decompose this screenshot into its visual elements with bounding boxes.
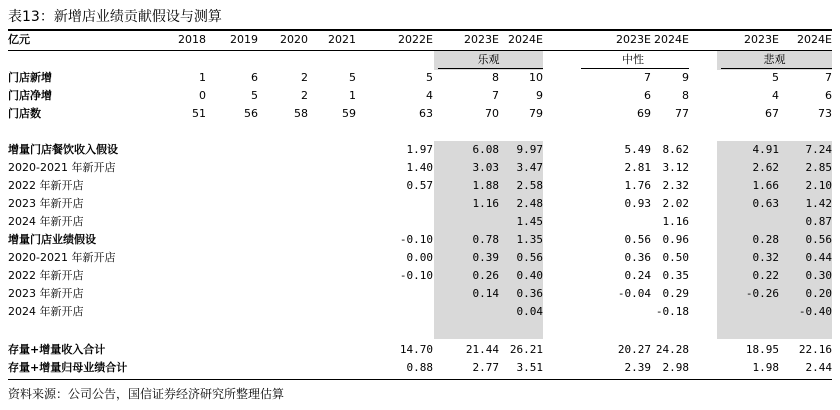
table-cell: 2.98 (662, 361, 689, 374)
row-label: 2020-2021 年新开店 (8, 251, 116, 264)
table-cell: 2.02 (662, 197, 689, 210)
bottom-rule (8, 379, 832, 380)
table-cell: 1.98 (752, 361, 779, 374)
table-cell: 0.87 (805, 215, 832, 228)
table-cell: 4 (772, 89, 779, 102)
table-cell: 0.22 (752, 269, 779, 282)
row-label: 增量门店业绩假设 (8, 233, 96, 246)
table-cell: 10 (529, 71, 543, 84)
table-cell: 0.44 (805, 251, 832, 264)
row-label: 2024 年新开店 (8, 215, 84, 228)
year-header: 2023E (744, 33, 779, 46)
table-cell: -0.18 (655, 305, 689, 318)
table-cell: 51 (192, 107, 206, 120)
table-cell: 0.30 (805, 269, 832, 282)
year-header: 2022E (398, 33, 433, 46)
table-cell: 7 (644, 71, 651, 84)
row-label: 2024 年新开店 (8, 305, 84, 318)
table-cell: 0.78 (472, 233, 499, 246)
table-cell: 63 (419, 107, 433, 120)
table-cell: -0.40 (798, 305, 832, 318)
table-cell: -0.10 (399, 269, 433, 282)
table-cell: 77 (675, 107, 689, 120)
table-cell: 21.44 (465, 343, 499, 356)
table-cell: 69 (637, 107, 651, 120)
table-cell: 2.10 (805, 179, 832, 192)
year-header: 2018 (178, 33, 206, 46)
table-cell: 67 (765, 107, 779, 120)
table-cell: 8 (492, 71, 499, 84)
table-cell: 3.03 (472, 161, 499, 174)
table-cell: 2.85 (805, 161, 832, 174)
table-cell: 2.77 (472, 361, 499, 374)
table-cell: 0.40 (516, 269, 543, 282)
table-cell: 0.57 (406, 179, 433, 192)
table-cell: 26.21 (509, 343, 543, 356)
table-cell: 79 (529, 107, 543, 120)
table-cell: 0.29 (662, 287, 689, 300)
table-cell: 0.63 (752, 197, 779, 210)
table-cell: 0.28 (752, 233, 779, 246)
row-label: 2022 年新开店 (8, 269, 84, 282)
table-cell: 1.35 (516, 233, 543, 246)
table-cell: 5.49 (624, 143, 651, 156)
source-note: 资料来源：公司公告，国信证券经济研究所整理估算 (8, 387, 285, 401)
table-cell: 0.00 (406, 251, 433, 264)
row-label: 2020-2021 年新开店 (8, 161, 116, 174)
year-header: 2023E (464, 33, 499, 46)
table-cell: -0.10 (399, 233, 433, 246)
table-cell: 0.39 (472, 251, 499, 264)
table-cell: 18.95 (745, 343, 779, 356)
row-label: 门店新增 (8, 71, 52, 84)
row-label: 2023 年新开店 (8, 197, 84, 210)
table-cell: 70 (485, 107, 499, 120)
table-cell: 2.32 (662, 179, 689, 192)
table-cell: 5 (349, 71, 356, 84)
table-cell: 5 (426, 71, 433, 84)
scenario-header: 中性 (622, 53, 644, 66)
row-label: 增量门店餐饮收入假设 (8, 143, 118, 156)
table-cell: 6 (251, 71, 258, 84)
table-cell: 1.76 (624, 179, 651, 192)
table-cell: 73 (818, 107, 832, 120)
table-cell: 2 (301, 71, 308, 84)
row-label: 门店净增 (8, 89, 52, 102)
table-cell: 1.16 (472, 197, 499, 210)
table-cell: 5 (251, 89, 258, 102)
table-cell: 3.51 (516, 361, 543, 374)
row-label: 存量+增量收入合计 (8, 343, 106, 356)
table-cell: 1 (349, 89, 356, 102)
row-label: 存量+增量归母业绩合计 (8, 361, 128, 374)
table-cell: 2 (301, 89, 308, 102)
table-cell: -0.04 (617, 287, 651, 300)
table-cell: 7 (492, 89, 499, 102)
row-label: 门店数 (8, 107, 41, 120)
table-cell: 9 (682, 71, 689, 84)
table-cell: 7.24 (805, 143, 832, 156)
table-cell: 2.44 (805, 361, 832, 374)
table-cell: 14.70 (399, 343, 433, 356)
table-cell: 9 (536, 89, 543, 102)
table-cell: 4 (426, 89, 433, 102)
table-cell: 3.47 (516, 161, 543, 174)
table-cell: 56 (244, 107, 258, 120)
table-cell: 20.27 (617, 343, 651, 356)
table-cell: 22.16 (798, 343, 832, 356)
table-cell: 6 (825, 89, 832, 102)
row-label: 2023 年新开店 (8, 287, 84, 300)
table-cell: 0.56 (516, 251, 543, 264)
table-cell: 59 (342, 107, 356, 120)
table-cell: 2.48 (516, 197, 543, 210)
table-cell: 0.93 (624, 197, 651, 210)
table-cell: 0.35 (662, 269, 689, 282)
row-label: 2022 年新开店 (8, 179, 84, 192)
year-header: 2020 (280, 33, 308, 46)
table-cell: 6 (644, 89, 651, 102)
header-rule (8, 50, 832, 51)
table-cell: 8.62 (662, 143, 689, 156)
year-header: 2019 (230, 33, 258, 46)
table-cell: 2.62 (752, 161, 779, 174)
table-cell: 0.36 (624, 251, 651, 264)
table-cell: 1.45 (516, 215, 543, 228)
table-cell: -0.26 (745, 287, 779, 300)
table-cell: 1 (199, 71, 206, 84)
table-cell: 4.91 (752, 143, 779, 156)
year-header: 2023E (616, 33, 651, 46)
table-cell: 58 (294, 107, 308, 120)
table-cell: 0.88 (406, 361, 433, 374)
table-cell: 1.40 (406, 161, 433, 174)
table-title: 表13：新增店业绩贡献假设与测算 (8, 9, 222, 25)
table-cell: 2.39 (624, 361, 651, 374)
table-cell: 8 (682, 89, 689, 102)
table-cell: 0.96 (662, 233, 689, 246)
year-header: 2024E (797, 33, 832, 46)
table-cell: 0.24 (624, 269, 651, 282)
table-cell: 0.50 (662, 251, 689, 264)
table-cell: 1.66 (752, 179, 779, 192)
table-cell: 0.26 (472, 269, 499, 282)
table-cell: 1.42 (805, 197, 832, 210)
table-cell: 0.14 (472, 287, 499, 300)
table-cell: 1.97 (406, 143, 433, 156)
table-cell: 6.08 (472, 143, 499, 156)
table-cell: 0.32 (752, 251, 779, 264)
table-cell: 0.56 (805, 233, 832, 246)
table-cell: 2.81 (624, 161, 651, 174)
table-cell: 2.58 (516, 179, 543, 192)
table-cell: 24.28 (655, 343, 689, 356)
table-cell: 0.56 (624, 233, 651, 246)
table-cell: 9.97 (516, 143, 543, 156)
table-cell: 0 (199, 89, 206, 102)
table-cell: 3.12 (662, 161, 689, 174)
scenario-header: 悲观 (763, 53, 786, 66)
year-header: 2021 (328, 33, 356, 46)
table-cell: 1.88 (472, 179, 499, 192)
year-header: 2024E (654, 33, 689, 46)
year-header: 2024E (508, 33, 543, 46)
table-cell: 1.16 (662, 215, 689, 228)
unit-label: 亿元 (8, 33, 30, 46)
table-cell: 7 (825, 71, 832, 84)
table-cell: 0.04 (516, 305, 543, 318)
table-cell: 5 (772, 71, 779, 84)
table-cell: 0.20 (805, 287, 832, 300)
table-cell: 0.36 (516, 287, 543, 300)
scenario-header: 乐观 (477, 53, 500, 66)
